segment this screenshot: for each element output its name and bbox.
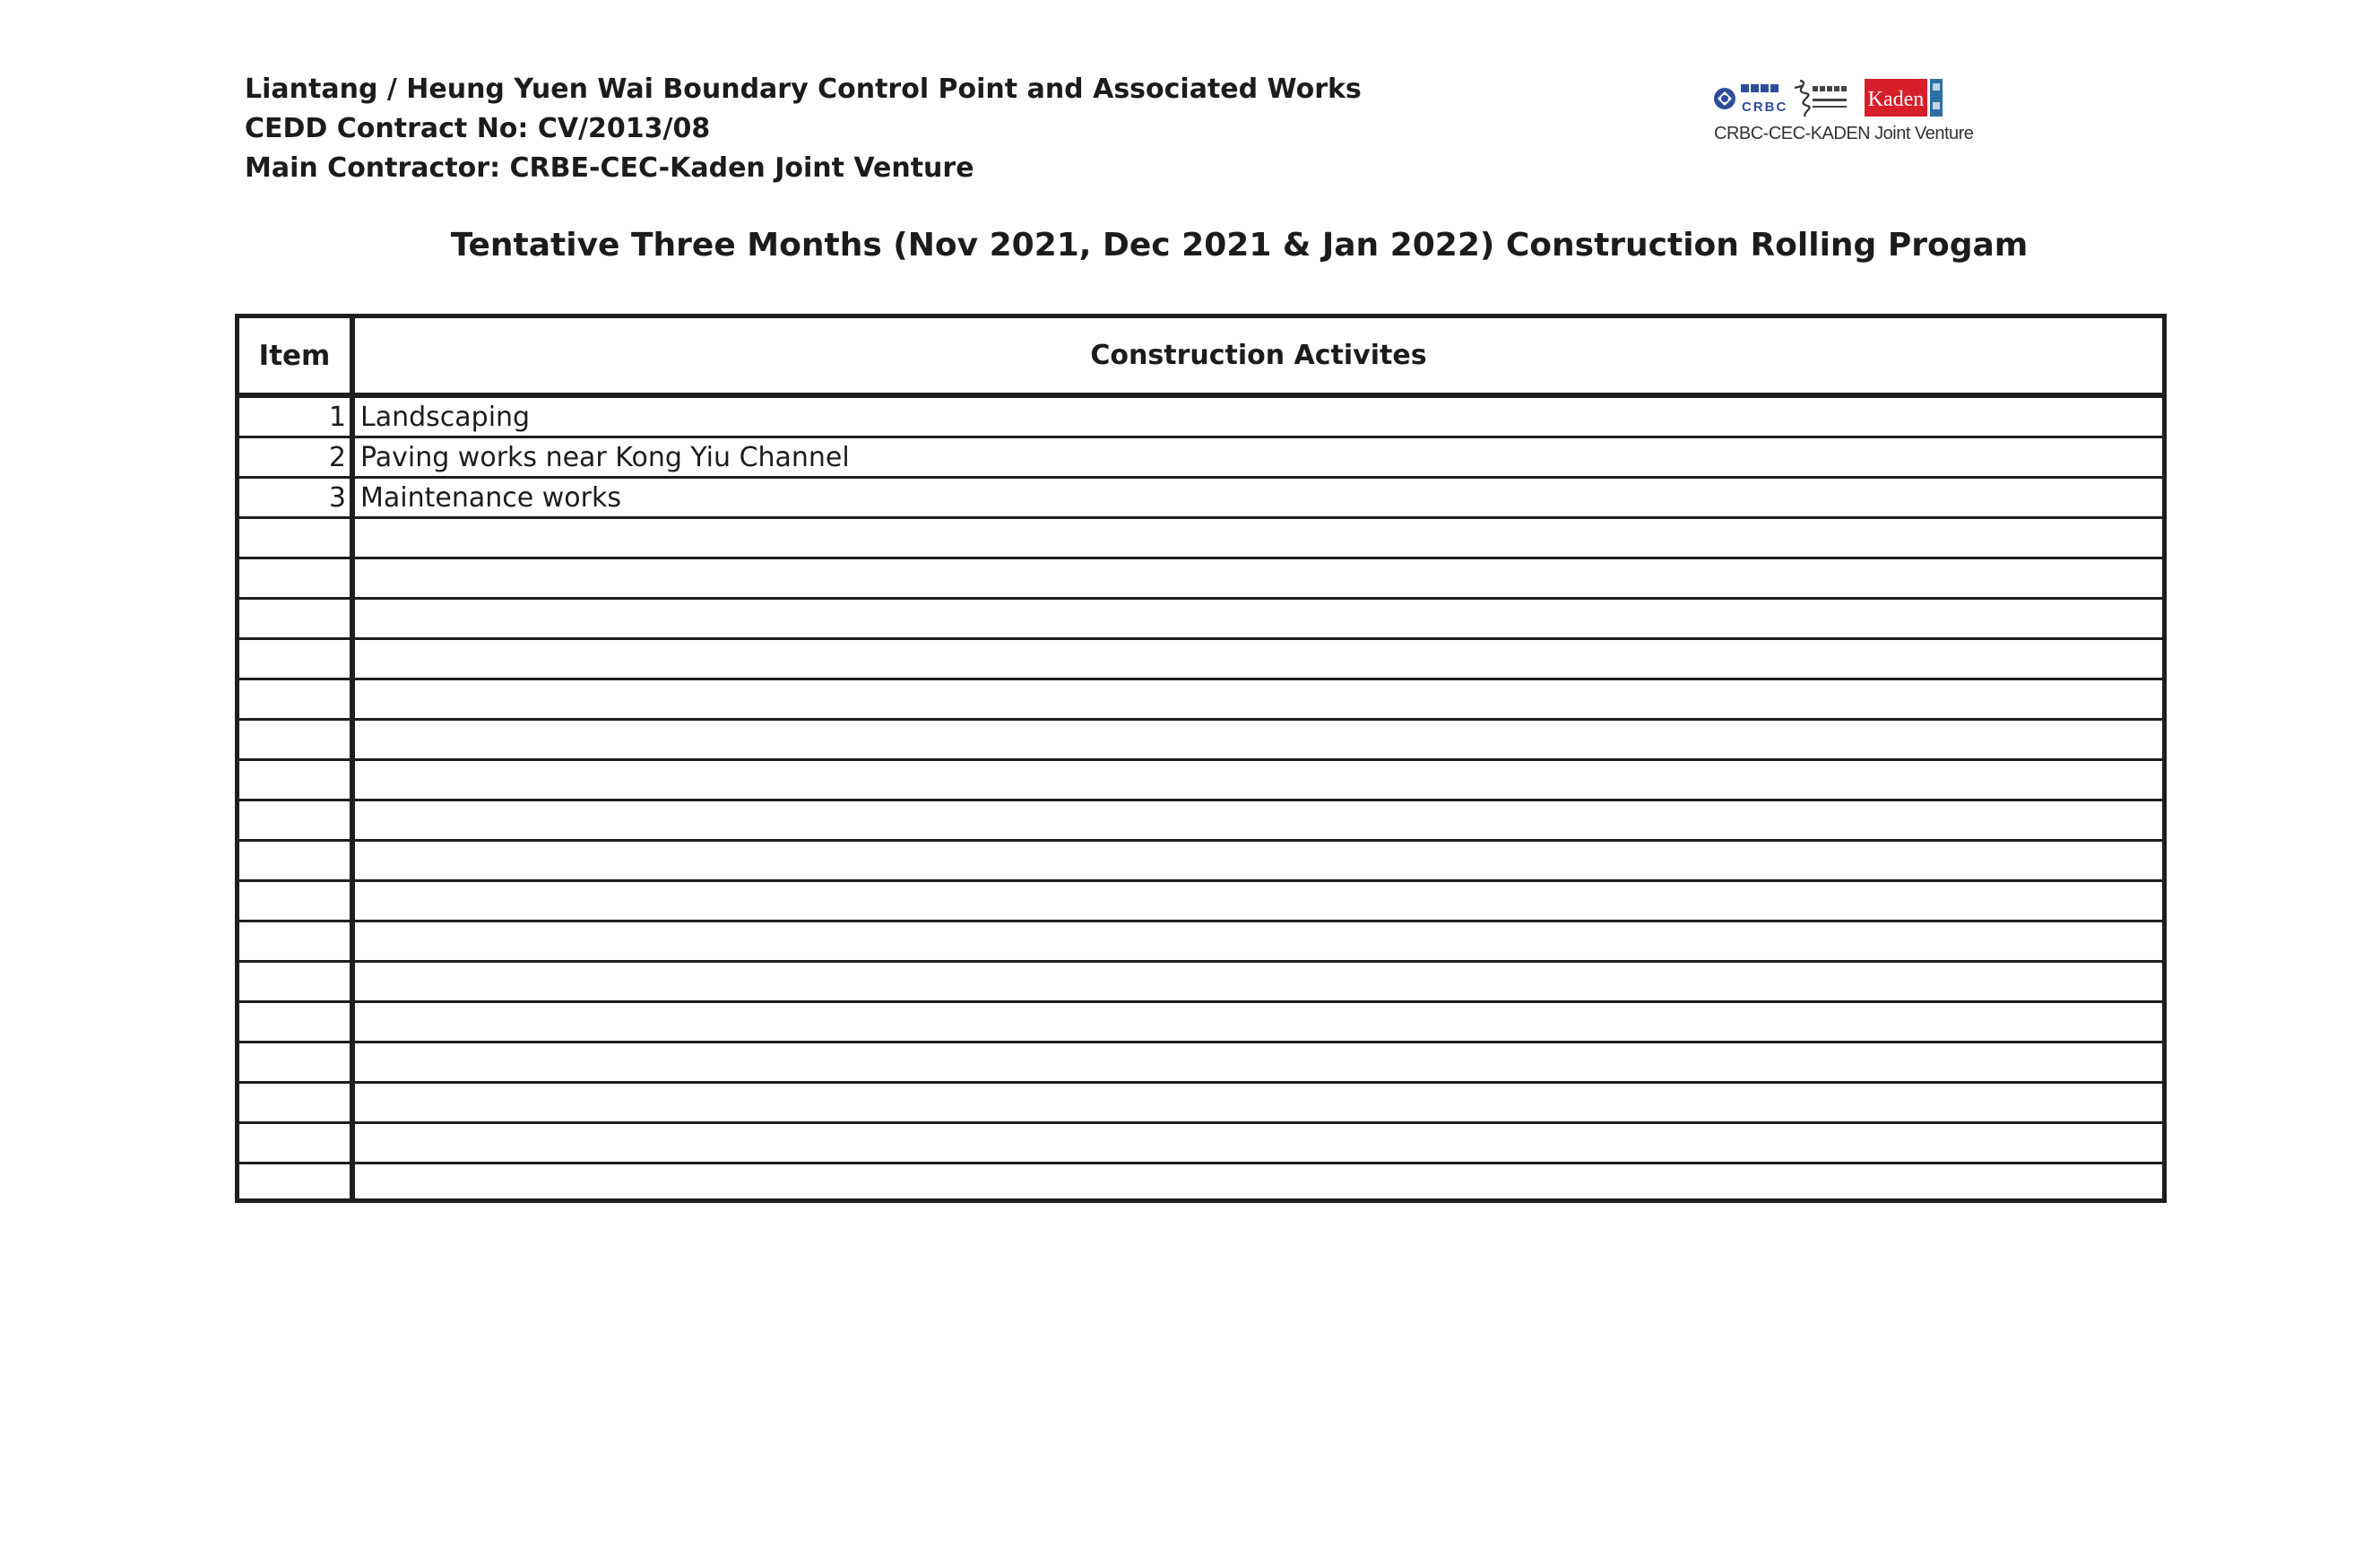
table-row (239, 679, 2162, 720)
activities-column-header: Construction Activites (352, 318, 2162, 395)
item-cell (239, 962, 352, 1002)
cec-chinese-mark-icon (1813, 86, 1847, 108)
logo-caption: CRBC-CEC-KADEN Joint Venture (1714, 124, 1974, 143)
activity-cell (352, 1163, 2162, 1203)
activities-table (235, 314, 2167, 1203)
item-cell (239, 881, 352, 921)
item-cell: 3 (239, 478, 352, 518)
table-row (239, 395, 2162, 437)
activity-cell (352, 599, 2162, 639)
table-row (239, 1083, 2162, 1123)
item-cell: 2 (239, 437, 352, 478)
activity-cell (352, 639, 2162, 679)
item-cell (239, 518, 352, 558)
item-cell (239, 760, 352, 800)
kaden-text: Kaden (1867, 88, 1925, 111)
joint-venture-logo (1712, 72, 1974, 152)
activity-cell (352, 679, 2162, 720)
table-row (239, 760, 2162, 800)
activity-cell (352, 1123, 2162, 1163)
activity-cell (352, 881, 2162, 921)
table-row (239, 478, 2162, 518)
activity-cell: Maintenance works (352, 478, 2162, 518)
item-cell (239, 841, 352, 881)
table-header-row (239, 318, 2162, 395)
table-row (239, 800, 2162, 841)
page-title: Tentative Three Months (Nov 2021, Dec 2021 & Jan 2022) Construction Rolling Progam (450, 227, 2029, 264)
item-cell (239, 558, 352, 599)
table-row (239, 558, 2162, 599)
table-body (239, 395, 2162, 1202)
table-row (239, 720, 2162, 760)
contract-number: CEDD Contract No: CV/2013/08 (245, 113, 711, 144)
item-cell (239, 679, 352, 720)
item-cell (239, 1083, 352, 1123)
activity-cell (352, 1002, 2162, 1042)
item-cell (239, 1163, 352, 1203)
item-cell (239, 1042, 352, 1083)
activity-cell (352, 518, 2162, 558)
activity-cell (352, 720, 2162, 760)
table-row (239, 1042, 2162, 1083)
table-row (239, 437, 2162, 478)
item-column-header: Item (239, 318, 352, 395)
cec-emblem-icon (1795, 81, 1810, 117)
table-row (239, 962, 2162, 1002)
project-name: Liantang / Heung Yuen Wai Boundary Control Point and Associated Works (245, 74, 1362, 105)
activity-cell: Paving works near Kong Yiu Channel (352, 437, 2162, 478)
table-row (239, 639, 2162, 679)
activity-cell (352, 1083, 2162, 1123)
table-row (239, 1002, 2162, 1042)
item-cell (239, 1123, 352, 1163)
item-cell (239, 1002, 352, 1042)
table-row (239, 518, 2162, 558)
crbc-chinese-mark-icon (1741, 84, 1779, 92)
table-row (239, 599, 2162, 639)
activity-cell (352, 841, 2162, 881)
activity-cell (352, 1042, 2162, 1083)
item-cell (239, 720, 352, 760)
crbc-emblem-icon (1714, 88, 1735, 109)
main-contractor: Main Contractor: CRBE-CEC-Kaden Joint Venture (245, 152, 974, 184)
item-cell (239, 599, 352, 639)
document-header (245, 70, 1362, 188)
activity-cell: Landscaping (352, 395, 2162, 437)
activity-cell (352, 921, 2162, 962)
activity-cell (352, 800, 2162, 841)
item-cell (239, 921, 352, 962)
item-cell: 1 (239, 395, 352, 437)
activity-cell (352, 760, 2162, 800)
table-row (239, 1123, 2162, 1163)
table-row (239, 1163, 2162, 1203)
item-cell (239, 639, 352, 679)
table-row (239, 841, 2162, 881)
table-row (239, 921, 2162, 962)
table-row (239, 881, 2162, 921)
item-cell (239, 800, 352, 841)
logo-marks (1712, 72, 1950, 122)
crbc-text: CRBC (1742, 99, 1788, 115)
activity-cell (352, 962, 2162, 1002)
activity-cell (352, 558, 2162, 599)
